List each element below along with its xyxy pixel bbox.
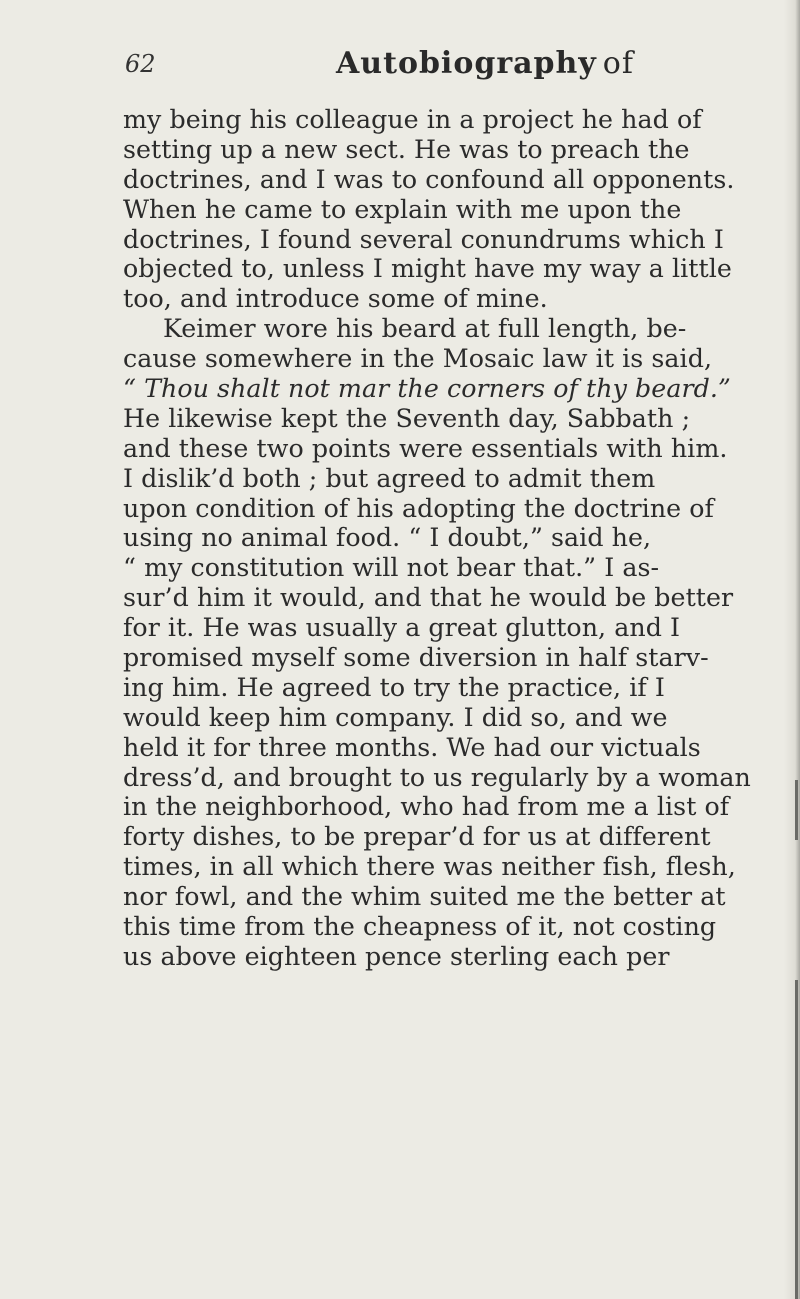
text-line: forty dishes, to be prepar’d for us at different [123,822,711,852]
page-edge-mark [795,780,798,840]
text-line: cause somewhere in the Mosaic law it is said, [123,344,713,374]
text-line: doctrines, and I was to confound all opponents. [123,164,735,194]
text-line: would keep him company. I did so, and we [123,702,668,732]
text-line: “ my constitution will not bear that.” I as- [123,553,660,583]
text-line: doctrines, I found several conundrums which I [123,224,724,254]
text-line: setting up a new sect. He was to preach the [123,134,690,164]
text-line: held it for three months. We had our victuals [123,732,701,762]
quoted-scripture-line: “ Thou shalt not mar the corners of thy beard.” [123,374,731,404]
running-title-tail: of [602,46,634,81]
text-line: promised myself some diversion in half starv- [123,643,709,673]
text-line: upon condition of his adopting the doctrine of [123,493,714,523]
text-line: this time from the cheapness of it, not costing [123,912,717,942]
paragraph-start-line: Keimer wore his beard at full length, be- [163,314,687,344]
text-line: objected to, unless I might have my way a little [123,254,732,284]
text-line: us above eighteen pence sterling each per [123,941,670,971]
text-line: and these two points were essentials with him. [123,433,728,463]
text-line: I dislik’d both ; but agreed to admit them [123,463,656,493]
running-title [336,46,634,81]
text-line: too, and introduce some of mine. [123,284,548,314]
page-edge-mark [795,980,798,1299]
running-header [0,46,800,86]
text-line: When he came to explain with me upon the [123,194,682,224]
text-line: He likewise kept the Seventh day, Sabbath ; [123,403,691,433]
text-line: my being his colleague in a project he had of [123,105,702,134]
text-line: for it. He was usually a great glutton, and I [123,613,681,643]
running-title-main: Autobiography [336,46,597,81]
text-line: dress’d, and brought to us regularly by a woman [123,762,751,792]
body-text [123,105,800,972]
text-line: sur’d him it would, and that he would be better [123,583,734,613]
text-line: in the neighborhood, who had from me a list of [123,792,730,822]
text-line: times, in all which there was neither fish, flesh, [123,852,736,882]
text-line: nor fowl, and the whim suited me the better at [123,882,726,912]
text-line: ing him. He agreed to try the practice, if I [123,672,665,702]
page-number: 62 [125,50,156,78]
text-line: using no animal food. “ I doubt,” said he, [123,523,652,553]
